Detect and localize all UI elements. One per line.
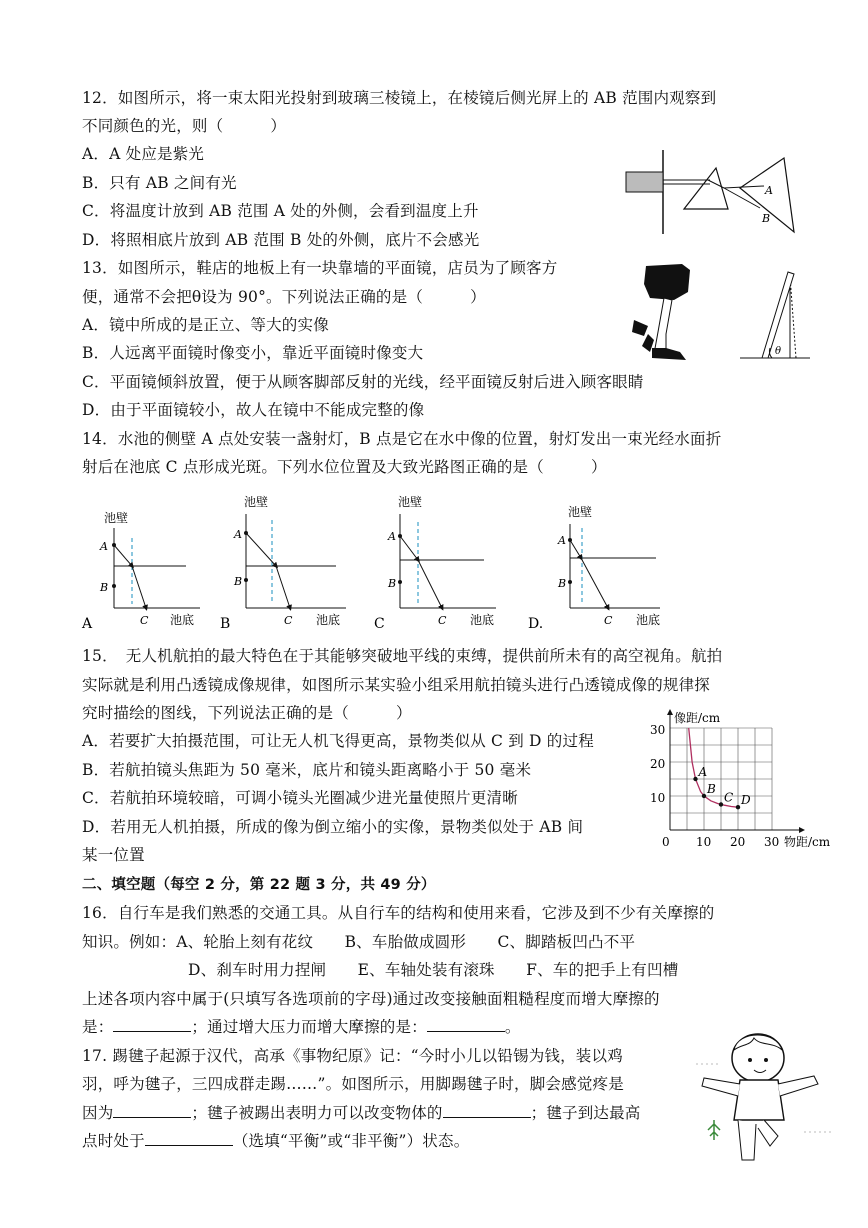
point-b-label: B bbox=[234, 575, 243, 588]
q17-line3 bbox=[82, 1103, 641, 1123]
q13-option-c: C．平面镜倾斜放置，便于从顾客脚部反射的光线，经平面镜反射后进入顾客眼睛 bbox=[82, 373, 644, 391]
q13-option-a: A．镜中所成的是正立、等大的实像 bbox=[82, 316, 329, 334]
pool-diagram-d bbox=[528, 504, 660, 632]
point-c-label: C bbox=[438, 614, 447, 627]
point-c-label: C bbox=[604, 614, 613, 627]
point-b-label: B bbox=[100, 581, 109, 594]
q12-option-d: D．将照相底片放到 AB 范围 B 处的外侧，底片不会感光 bbox=[82, 231, 480, 249]
y-axis-label: 像距/cm bbox=[674, 711, 721, 725]
bottom-label: 池底 bbox=[170, 613, 195, 627]
q16-line5-suffix: 。 bbox=[504, 1018, 521, 1036]
q14-stem-line2: 射后在池底 C 点形成光斑。下列水位位置及大致光路图正确的是（ ） bbox=[82, 458, 607, 476]
data-label-c: C bbox=[724, 790, 734, 805]
wall-label: 池壁 bbox=[244, 495, 269, 509]
data-label-d: D bbox=[741, 793, 751, 808]
q16-line5-middle: ；通过增大压力而增大摩擦的是： bbox=[191, 1018, 427, 1036]
bottom-label: 池底 bbox=[470, 613, 495, 627]
q17-line4 bbox=[82, 1131, 469, 1151]
q12-option-b: B．只有 AB 之间有光 bbox=[82, 174, 237, 192]
wall-label: 池壁 bbox=[398, 495, 423, 509]
q15-option-d: D．若用无人机拍摄，所成的像为倒立缩小的实像，景物类似处于 AB 间 bbox=[82, 818, 584, 836]
bottom-label: 池底 bbox=[636, 613, 661, 627]
q12-stem-line2: 不同颜色的光，则（ ） bbox=[82, 117, 287, 135]
data-point-d bbox=[736, 805, 740, 809]
point-a-label: A bbox=[100, 540, 108, 553]
pool-diagram-c bbox=[374, 494, 496, 632]
q17-line3-middle: ；毽子被踢出表明力可以改变物体的 bbox=[191, 1104, 443, 1122]
x-tick-20: 20 bbox=[730, 835, 746, 849]
wall-label: 池壁 bbox=[104, 511, 129, 525]
point-a-label: A bbox=[388, 530, 396, 543]
q12-stem-line1: 12．如图所示，将一束太阳光投射到玻璃三棱镜上，在棱镜后侧光屏上的 AB 范围内观察到 bbox=[82, 89, 717, 107]
point-b-label: B bbox=[388, 577, 397, 590]
mirror-angle-theta: θ bbox=[775, 346, 782, 357]
q16-line2: 知识。例如：A、轮胎上刻有花纹 B、车胎做成圆形 C、脚踏板凹凸不平 bbox=[82, 933, 636, 951]
q17-line3-prefix: 因为 bbox=[82, 1104, 114, 1122]
x-tick-30: 30 bbox=[764, 835, 780, 849]
q13-stem-line2: 便，通常不会把θ设为 90°。下列说法正确的是（ ） bbox=[82, 288, 486, 306]
q13-stem-line1: 13．如图所示，鞋店的地板上有一块靠墙的平面镜，店员为了顾客方 bbox=[82, 259, 558, 277]
q16-line5 bbox=[82, 1017, 521, 1037]
q15-stem-line2: 实际就是利用凸透镜成像规律，如图所示某实验小组采用航拍镜头进行凸透镜成像的规律探 bbox=[82, 676, 711, 694]
pool-diagrams bbox=[76, 488, 676, 636]
q16-line1: 16．自行车是我们熟悉的交通工具。从自行车的结构和使用来看，它涉及到不少有关摩擦的 bbox=[82, 904, 715, 922]
option-d-label: D. bbox=[528, 616, 544, 632]
bottom-label: 池底 bbox=[316, 613, 341, 627]
q17-line3-suffix: ；毽子到达最高 bbox=[530, 1104, 641, 1122]
q17-answer-blank-1[interactable] bbox=[113, 1103, 191, 1118]
point-a-label: A bbox=[234, 528, 242, 541]
q16-answer-blank-2[interactable] bbox=[427, 1017, 505, 1032]
q16-line3: D、刹车时用力捏闸 E、车轴处装有滚珠 F、车的把手上有凹槽 bbox=[188, 961, 679, 979]
q17-answer-blank-3[interactable] bbox=[145, 1131, 233, 1146]
q17-line2: 羽，呼为毽子，三四成群走踢……”。如图所示，用脚踢毽子时，脚会感觉疼是 bbox=[82, 1075, 624, 1093]
q16-line5-prefix: 是： bbox=[82, 1018, 114, 1036]
lens-image-distance-chart bbox=[640, 704, 865, 854]
data-point-b bbox=[702, 794, 706, 798]
point-b-label: B bbox=[558, 577, 567, 590]
q12-option-c: C．将温度计放到 AB 范围 A 处的外侧，会看到温度上升 bbox=[82, 202, 479, 220]
q15-stem-line1: 15． 无人机航拍的最大特色在于其能够突破地平线的束缚，提供前所未有的高空视角。航拍 bbox=[82, 647, 723, 665]
option-b-label: B bbox=[220, 616, 231, 632]
shuttlecock-kid-illustration bbox=[694, 1024, 844, 1166]
prism-label-b: B bbox=[762, 212, 771, 225]
q17-answer-blank-2[interactable] bbox=[443, 1103, 531, 1118]
q17-line1: 17. 踢毽子起源于汉代，高承《事物纪原》记：“今时小儿以铅锡为钱，装以鸡 bbox=[82, 1047, 623, 1065]
x-axis-label: 物距/cm bbox=[784, 835, 831, 849]
prism-figure bbox=[620, 144, 800, 244]
point-c-label: C bbox=[284, 614, 293, 627]
q15-option-b: B．若航拍镜头焦距为 50 毫米，底片和镜头距离略小于 50 毫米 bbox=[82, 761, 532, 779]
q16-line4: 上述各项内容中属于(只填写各选项前的字母)通过改变接触面粗糙程度而增大摩擦的 bbox=[82, 990, 660, 1008]
x-tick-10: 10 bbox=[696, 835, 712, 849]
q15-option-d-cont: 某一位置 bbox=[82, 846, 145, 864]
data-point-c bbox=[719, 802, 723, 806]
x-tick-0: 0 bbox=[662, 835, 670, 849]
q12-option-a: A．A 处应是紫光 bbox=[82, 145, 205, 163]
prism-label-a: A bbox=[765, 184, 773, 197]
q14-stem-line1: 14．水池的侧壁 A 点处安装一盏射灯，B 点是它在水中像的位置，射灯发出一束光经水面折 bbox=[82, 430, 722, 448]
y-tick-20: 20 bbox=[650, 757, 666, 771]
q15-option-c: C．若航拍环境较暗，可调小镜头光圈减少进光量使照片更清晰 bbox=[82, 789, 518, 807]
mirror-figure bbox=[630, 262, 812, 364]
data-label-a: A bbox=[698, 765, 708, 779]
q16-answer-blank-1[interactable] bbox=[113, 1017, 191, 1032]
q13-option-b: B．人远离平面镜时像变小，靠近平面镜时像变大 bbox=[82, 344, 424, 362]
data-label-b: B bbox=[707, 782, 716, 796]
data-point-a bbox=[693, 777, 697, 781]
y-tick-10: 10 bbox=[650, 791, 666, 805]
q17-line4-suffix: （选填“平衡”或“非平衡”）状态。 bbox=[232, 1132, 470, 1150]
wall-label: 池壁 bbox=[568, 505, 593, 519]
q15-stem-line3: 究时描绘的图线，下列说法正确的是（ ） bbox=[82, 704, 412, 722]
option-c-label: C bbox=[374, 616, 385, 632]
q17-line4-prefix: 点时处于 bbox=[82, 1132, 145, 1150]
section-two-heading: 二、填空题（每空 2 分，第 22 题 3 分，共 49 分） bbox=[82, 877, 436, 893]
y-tick-30: 30 bbox=[650, 723, 666, 737]
pool-diagram-b bbox=[220, 494, 346, 632]
q15-option-a: A．若要扩大拍摄范围，可让无人机飞得更高，景物类似从 C 到 D 的过程 bbox=[82, 732, 594, 750]
point-a-label: A bbox=[558, 534, 566, 547]
option-a-label: A bbox=[82, 616, 93, 632]
point-c-label: C bbox=[140, 614, 149, 627]
pool-diagram-a bbox=[81, 510, 200, 632]
q13-option-d: D．由于平面镜较小，故人在镜中不能成完整的像 bbox=[82, 401, 425, 419]
